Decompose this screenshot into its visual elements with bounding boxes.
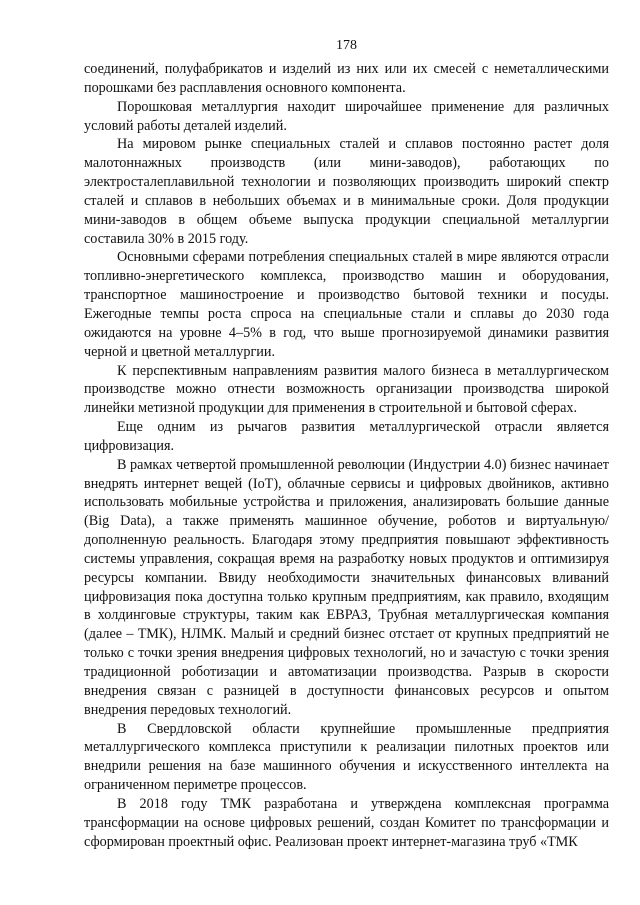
paragraph-2: Порошковая металлургия находит широчайшее применение для различных условий работы деталей изделий.	[84, 98, 609, 134]
paragraph-7: В рамках четвертой промышленной революции (Индустрии 4.0) бизнес начинает внедрять интернет вещей (IoT), облачные сервисы и цифровых двойников, активно использовать мобильные устройства и приложения, анализировать большие данные (Big Data), а также применять машинное обучение, роботов и виртуальную/дополненную реальность. Благодаря этому предприятия повышают эффективность системы управления, сокращая время на разработку новых продуктов и оптимизируя ресурсы компании. Ввиду необходимости значительных финансовых вливаний цифровизация пока доступна только крупным предприятиям, как правило, входящим в холдинговые структуры, таким как ЕВРАЗ, Трубная металлургическая компания (далее – ТМК), НЛМК. Малый и средний бизнес отстает от крупных предприятий не только с точки зрения внедрения цифровых технологий, но и зачастую с точки зрения традиционной роботизации и автоматизации производства. Разрыв в скорости внедрения связан с разницей в доступности финансовых ресурсов и опытом внедрения передовых технологий.	[84, 456, 609, 718]
body-text	[84, 60, 609, 851]
paragraph-1: соединений, полуфабрикатов и изделий из них или их смесей с неметаллическими порошками без расплавления основного компонента.	[84, 61, 609, 96]
paragraph-6: Еще одним из рычагов развития металлургической отрасли является цифровизация.	[84, 419, 609, 454]
paragraph-5: К перспективным направлениям развития малого бизнеса в металлургическом производстве можно отнести возможность организации производства широкой линейки метизной продукции для применения в строительной и бытовой сферах.	[84, 362, 609, 417]
paragraph-3: На мировом рынке специальных сталей и сплавов постоянно растет доля малотоннажных производств (или мини-заводов), работающих по электросталеплавильной технологии и позволяющих производить широкий спектр сталей и сплавов в небольших объемах и в минимальные сроки. Доля продукции мини-заводов в общем объеме выпуска продукции специальной металлургии составила 30% в 2015 году.	[84, 136, 609, 247]
document-page	[84, 38, 609, 851]
paragraph-8: В Свердловской области крупнейшие промышленные предприятия металлургического комплекса приступили к реализации пилотных проектов или внедрили решения на базе машинного обучения и искусственного интеллекта на ограниченном периметре процессов.	[84, 720, 609, 794]
page-number: 178	[336, 38, 357, 53]
paragraph-9: В 2018 году ТМК разработана и утверждена комплексная программа трансформации на основе цифровых решений, создан Комитет по трансформации и сформирован проектный офис. Реализован проект интернет-магазина труб «ТМК	[84, 795, 609, 850]
paragraph-4: Основными сферами потребления специальных сталей в мире являются отрасли топливно-энергетического комплекса, производство машин и оборудования, транспортное машиностроение и производство бытовой техники и посуды. Ежегодные темпы роста спроса на специальные стали и сплавы до 2030 года ожидаются на уровне 4–5% в год, что выше прогнозируемой динамики развития черной и цветной металлургии.	[84, 249, 609, 360]
